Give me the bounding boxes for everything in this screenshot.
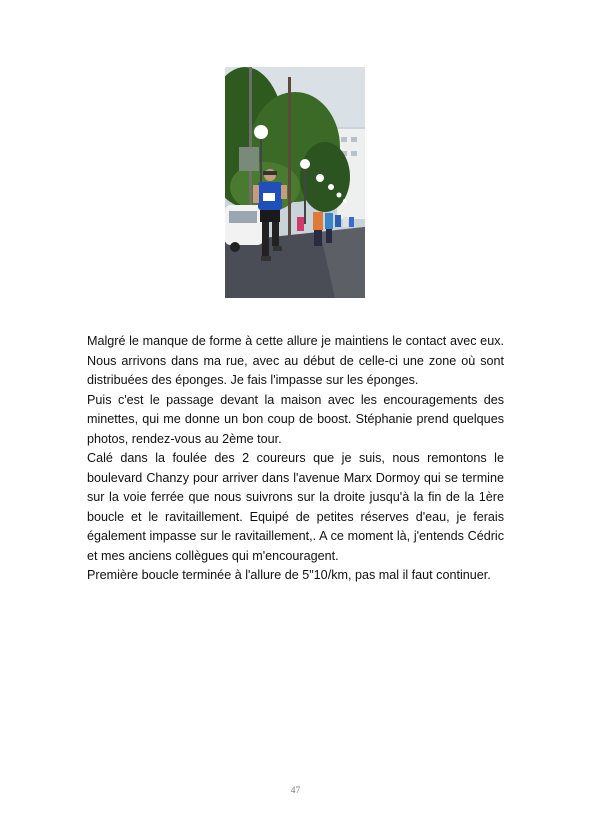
paragraph-1: Malgré le manque de forme à cette allure je maintiens le contact avec eux. Nous arrivons dans ma rue, avec au début de celle-ci une zone où sont distribuées des éponges. Je fais l'impasse sur les éponges. bbox=[87, 334, 504, 387]
runner-photo bbox=[225, 67, 365, 298]
body-text bbox=[87, 332, 504, 586]
page-number: 47 bbox=[290, 786, 301, 796]
paragraph-2: Puis c'est le passage devant la maison avec les encouragements des minettes, qui me donne un bon coup de boost. Stéphanie prend quelques photos, rendez-vous au 2ème tour. bbox=[87, 392, 504, 446]
paragraph-3: Calé dans la foulée des 2 coureurs que je suis, nous remontons le boulevard Chanzy pour arriver dans l'avenue Marx Dormoy qui se termine sur la voie ferrée que nous suivrons sur la droite jusqu'à la fin de la 1ère boucle et le ravitaillement. Equipé de petites réserves d'eau, je ferais également impasse sur le ravitaillement,. A ce moment là, j'entends Cédric et mes anciens collègues qui m'encouragent. bbox=[87, 451, 504, 563]
runner-photo-illustration bbox=[225, 67, 365, 298]
paragraph-4: Première boucle terminée à l'allure de 5"10/km, pas mal il faut continuer. bbox=[87, 568, 491, 582]
